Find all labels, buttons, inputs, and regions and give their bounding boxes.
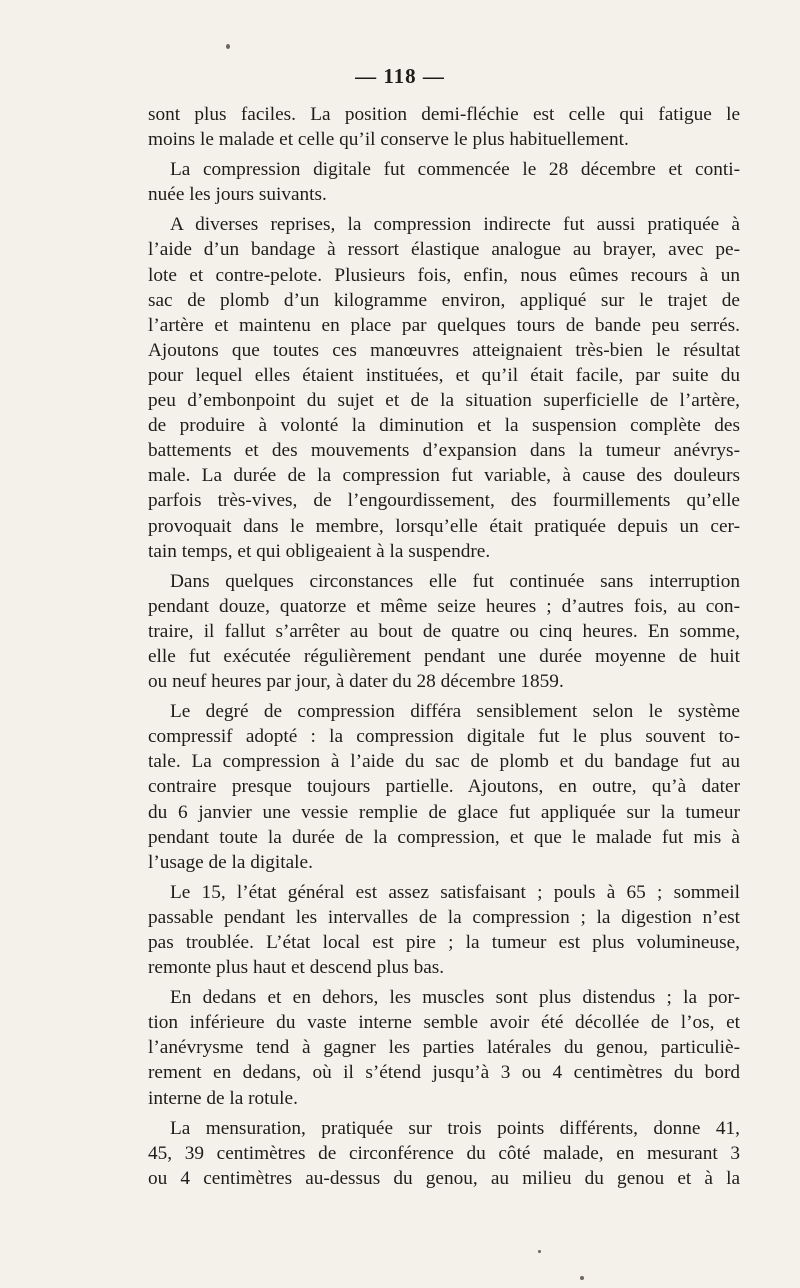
text-line: pas troublée. L’état local est pire ; la tumeur est plus volumineuse,	[148, 932, 740, 953]
paragraph	[148, 699, 740, 875]
text-line: Le 15, l’état général est assez satisfaisant ; pouls à 65 ; sommeil	[170, 881, 740, 903]
text-line: pendant toute la durée de la compression, et que le malade fut mis à	[148, 826, 740, 848]
ink-speck	[580, 1276, 584, 1280]
text-line: ou neuf heures par jour, à dater du 28 décembre 1859.	[148, 671, 564, 693]
text-line: lote et contre-pelote. Plusieurs fois, enfin, nous eûmes recours à un	[148, 264, 740, 286]
text-line: pendant douze, quatorze et même seize heures ; d’autres fois, au con-	[148, 595, 740, 617]
page-number: — 118 —	[355, 64, 445, 88]
text-line: parfois très-vives, de l’engourdissement, des fourmillements qu’elle	[148, 490, 740, 512]
text-line: battements et des mouvements d’expansion dans la tumeur anévrys-	[148, 440, 740, 462]
text-line: du 6 janvier une vessie remplie de glace fut appliquée sur la tumeur	[148, 801, 740, 823]
text-line: nuée les jours suivants.	[148, 184, 327, 206]
paragraph	[148, 985, 740, 1110]
text-line: La compression digitale fut commencée le 28 décembre et conti-	[170, 159, 740, 181]
text-line: l’usage de la digitale.	[148, 851, 313, 873]
text-line: male. La durée de la compression fut variable, à cause des douleurs	[148, 465, 740, 487]
ink-speck	[226, 44, 230, 49]
text-line: pour lequel elles étaient instituées, et qu’il était facile, par suite du	[148, 364, 740, 386]
text-line: contraire presque toujours partielle. Ajoutons, en outre, qu’à dater	[148, 776, 740, 798]
text-line: rement en dedans, où il s’étend jusqu’à 3 ou 4 centimètres du bord	[148, 1062, 740, 1084]
text-line: tain temps, et qui obligeaient à la suspendre.	[148, 540, 491, 562]
text-line: En dedans et en dehors, les muscles sont plus distendus ; la por-	[170, 987, 740, 1009]
text-line: de produire à volonté la diminution et la suspension complète des	[148, 415, 740, 437]
text-line: Ajoutons que toutes ces manœuvres atteignaient très-bien le résultat	[148, 339, 740, 361]
text-line: tion inférieure du vaste interne semble avoir été décollée de l’os, et	[148, 1012, 740, 1034]
paragraph	[148, 880, 740, 980]
text-line: sont plus faciles. La position demi-fléchie est celle qui fatigue le	[148, 104, 740, 125]
text-line: interne de la rotule.	[148, 1087, 298, 1109]
text-line: La mensuration, pratiquée sur trois points différents, donne 41,	[170, 1117, 740, 1139]
text-line: provoquait dans le membre, lorsqu’elle était pratiquée depuis un cer-	[148, 515, 740, 537]
text-line: compressif adopté : la compression digitale fut le plus souvent to-	[148, 726, 740, 748]
text-line: remonte plus haut et descend plus bas.	[148, 957, 445, 979]
paragraph	[148, 102, 740, 152]
text-line: passable pendant les intervalles de la compression ; la digestion n’est	[148, 906, 740, 928]
text-line: elle fut exécutée régulièrement pendant une durée moyenne de huit	[148, 645, 740, 667]
text-line: ou 4 centimètres au-dessus du genou, au milieu du genou et à la	[148, 1167, 740, 1189]
paragraph	[148, 212, 740, 563]
text-line: traire, il fallut s’arrêter au bout de quatre ou cinq heures. En somme,	[148, 620, 740, 642]
text-line: l’aide d’un bandage à ressort élastique analogue au brayer, avec pe-	[148, 239, 740, 261]
text-line: tale. La compression à l’aide du sac de plomb et du bandage fut au	[148, 751, 740, 773]
text-line: sac de plomb d’un kilogramme environ, appliqué sur le trajet de	[148, 289, 740, 311]
text-line: A diverses reprises, la compression indirecte fut aussi pratiquée à	[170, 214, 740, 236]
text-line: 45, 39 centimètres de circonférence du côté malade, en mesurant 3	[148, 1142, 740, 1164]
text-line: peu d’embonpoint du sujet et de la situation superficielle de l’artère,	[148, 390, 740, 412]
text-line: Le degré de compression différa sensiblement selon le système	[170, 701, 740, 723]
ink-speck	[538, 1250, 541, 1253]
paragraph	[148, 157, 740, 207]
text-line: l’artère et maintenu en place par quelques tours de bande peu serrés.	[148, 314, 740, 336]
text-line: moins le malade et celle qu’il conserve le plus habituellement.	[148, 129, 629, 151]
paragraph	[148, 1116, 740, 1191]
text-line: l’anévrysme tend à gagner les parties latérales du genou, particuliè-	[148, 1037, 740, 1059]
text-body	[148, 102, 740, 1191]
text-line: Dans quelques circonstances elle fut continuée sans interruption	[170, 570, 740, 592]
paragraph	[148, 569, 740, 694]
